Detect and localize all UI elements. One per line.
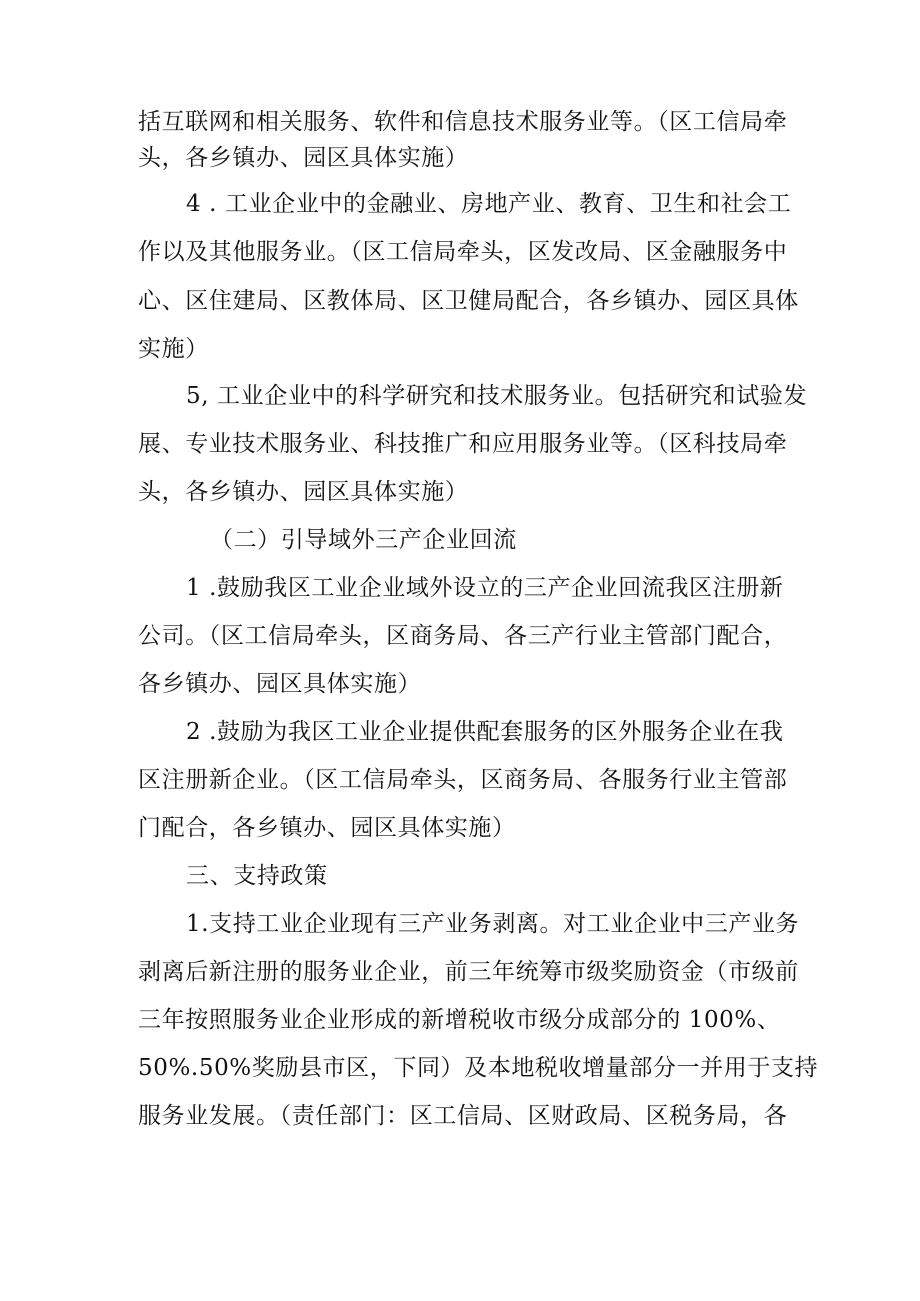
text-line: 头，各乡镇办、园区具体实施） — [138, 479, 469, 505]
text-line: 门配合，各乡镇办、园区具体实施） — [138, 815, 516, 841]
text-line: 公司。（区工信局牵头，区商务局、各三产行业主管部门配合， — [138, 623, 788, 649]
list-item-2-line: 2 .鼓励为我区工业企业提供配套服务的区外服务企业在我 — [186, 719, 784, 745]
text-line: 括互联网和相关服务、软件和信息技术服务业等。（区工信局牵 — [138, 109, 788, 135]
list-item-1-line: 1 .鼓励我区工业企业域外设立的三产企业回流我区注册新 — [186, 575, 784, 601]
list-item-4-line: 4 . 工业企业中的金融业、房地产业、教育、卫生和社会工 — [186, 191, 792, 217]
text-line: 展、专业技术服务业、科技推广和应用服务业等。（区科技局牵 — [138, 431, 788, 457]
text-line: 作以及其他服务业。（区工信局牵头，区发改局、区金融服务中 — [138, 239, 788, 265]
text-line: 心、区住建局、区教体局、区卫健局配合，各乡镇办、园区具体 — [138, 288, 799, 314]
list-item-5-line: 5, 工业企业中的科学研究和技术服务业。包括研究和试验发 — [186, 383, 808, 409]
text-line: 服务业发展。（责任部门：区工信局、区财政局、区税务局，各 — [138, 1103, 788, 1129]
text-line: 各乡镇办、园区具体实施） — [138, 671, 422, 697]
section-subheading: （二）引导域外三产企业回流 — [210, 527, 517, 553]
text-line: 头，各乡镇办、园区具体实施） — [138, 145, 469, 171]
text-line: 实施） — [138, 336, 209, 362]
text-line: 剥离后新注册的服务业企业，前三年统筹市级奖励资金（市级前 — [138, 959, 799, 985]
policy-item-1-line: 1.支持工业企业现有三产业务剥离。对工业企业中三产业务 — [186, 911, 800, 937]
text-line: 三年按照服务业企业形成的新增税收市级分成部分的 100%、 — [138, 1007, 781, 1033]
section-heading: 三、支持政策 — [186, 863, 328, 889]
text-line: 区注册新企业。（区工信局牵头，区商务局、各服务行业主管部 — [138, 767, 788, 793]
text-line: 50%.50%奖励县市区，下同）及本地税收增量部分一并用于支持 — [138, 1055, 819, 1081]
